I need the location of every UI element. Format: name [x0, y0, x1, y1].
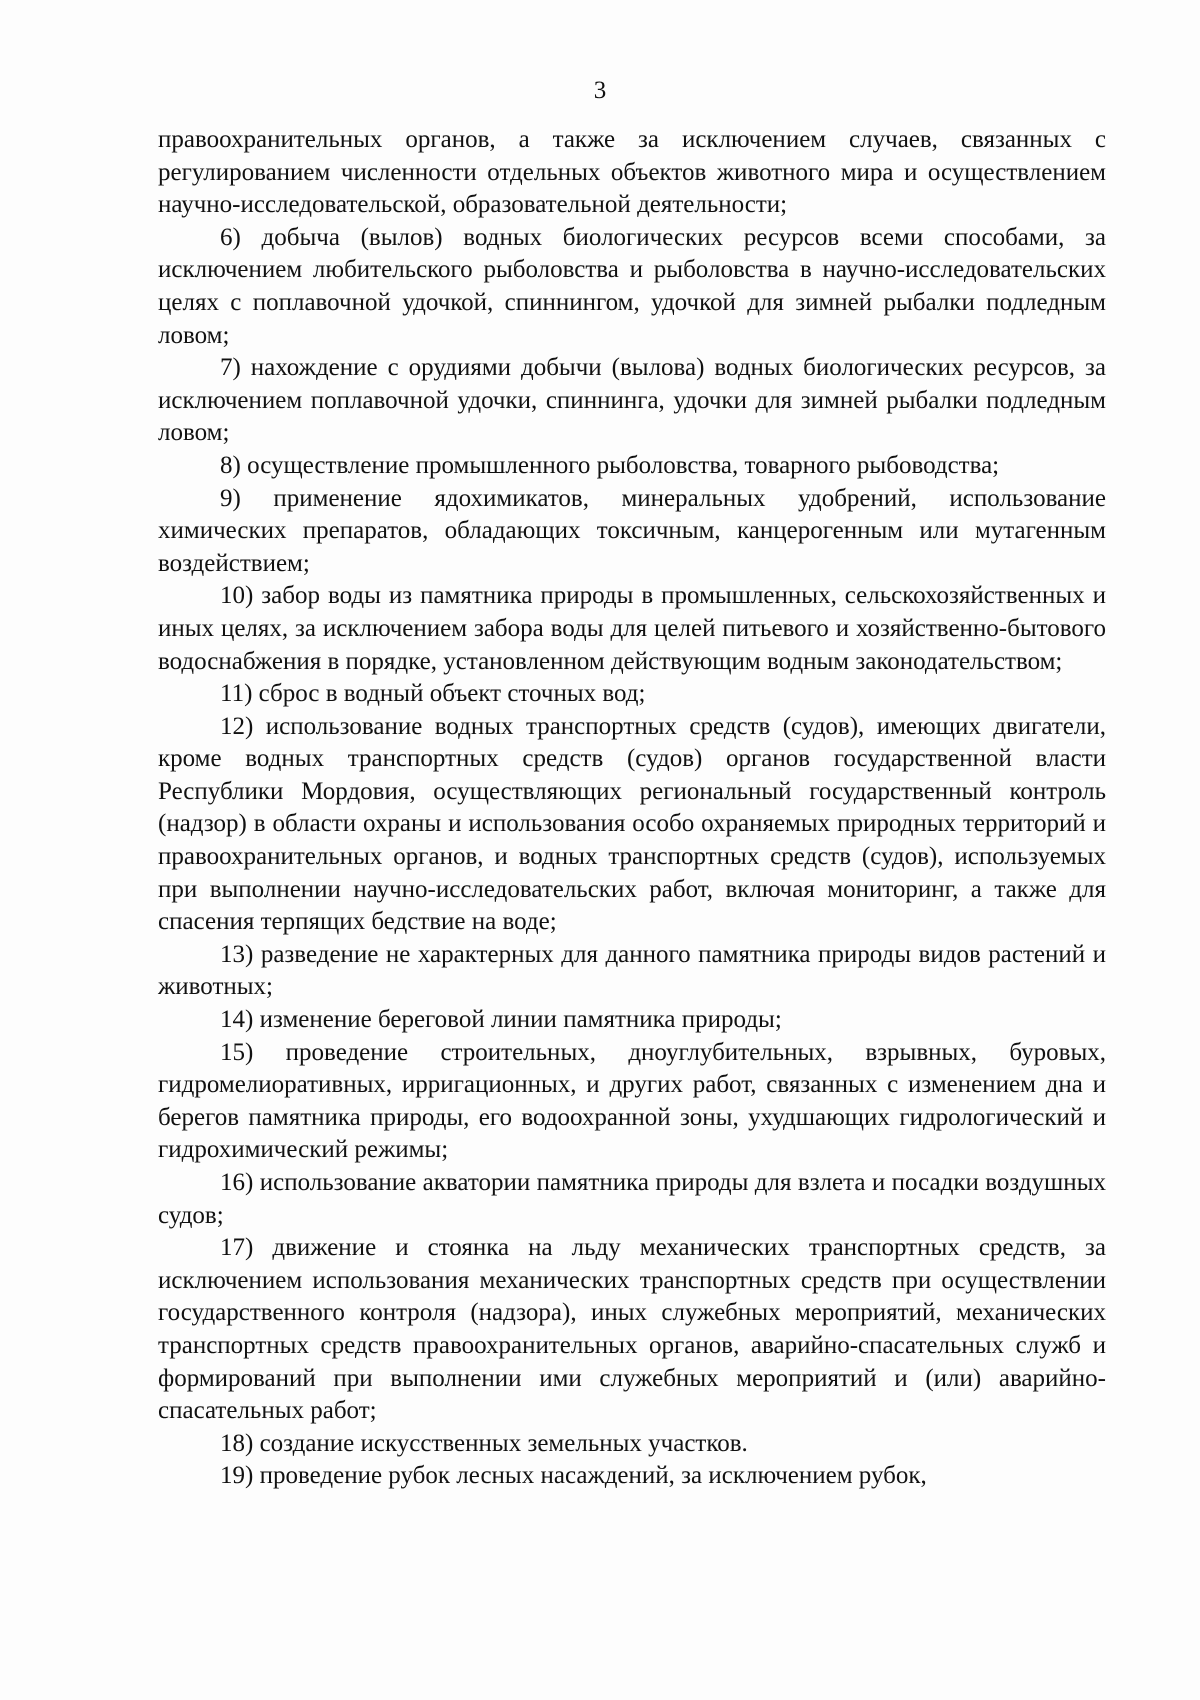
paragraph-item-17: 17) движение и стоянка на льду механических транспортных средств, за исключением использования механических транспортных средств при осуществлении государственного контроля (надзора), иных служебных мероприятий, механических транспортных средств правоохранительных органов, аварийно-спасательных служб и формирований при выполнении ими служебных мероприятий и (или) аварийно-спасательных работ; — [158, 1234, 1106, 1425]
paragraph-item-8: 8) осуществление промышленного рыболовства, товарного рыбоводства; — [220, 451, 1000, 479]
paragraph-item-15: 15) проведение строительных, дноуглубительных, взрывных, буровых, гидромелиоративных, ирригационных, и других работ, связанных с изменением дна и берегов памятника природы, его водоохранной зоны, ухудшающих гидрологический и гидрохимический режимы; — [158, 1038, 1106, 1164]
page-number: 3 — [593, 77, 607, 104]
paragraph-item-18: 18) создание искусственных земельных участков. — [220, 1429, 748, 1457]
paragraph-item-12: 12) использование водных транспортных средств (судов), имеющих двигатели, кроме водных транспортных средств (судов) органов государственной власти Республики Мордовия, осуществляющих региональный государственный контроль (надзор) в области охраны и использования особо охраняемых природных территорий и правоохранительных органов, и водных транспортных средств (судов), используемых при выполнении научно-исследовательских работ, включая мониторинг, а также для спасения терпящих бедствие на воде; — [158, 712, 1106, 936]
paragraph-continuation: правоохранительных органов, а также за исключением случаев, связанных с регулированием численности отдельных объектов животного мира и осуществлением научно-исследовательской, образовательной деятельности; — [158, 126, 1106, 219]
paragraph-item-14: 14) изменение береговой линии памятника природы; — [220, 1006, 782, 1034]
paragraph-item-6: 6) добыча (вылов) водных биологических ресурсов всеми способами, за исключением любительского рыболовства и рыболовства в научно-исследовательских целях с поплавочной удочкой, спиннингом, удочкой для зимней рыбалки подледным ловом; — [158, 223, 1106, 349]
paragraph-item-10: 10) забор воды из памятника природы в промышленных, сельскохозяйственных и иных целях, за исключением забора воды для целей питьевого и хозяйственно-бытового водоснабжения в порядке, установленном действующим водным законодательством; — [158, 582, 1106, 675]
paragraph-item-7: 7) нахождение с орудиями добычи (вылова) водных биологических ресурсов, за исключением поплавочной удочки, спиннинга, удочки для зимней рыбалки подледным ловом; — [158, 354, 1106, 447]
paragraph-item-11: 11) сброс в водный объект сточных вод; — [220, 680, 646, 708]
document-body — [158, 124, 1106, 1493]
paragraph-item-13: 13) разведение не характерных для данного памятника природы видов растений и животных; — [158, 940, 1106, 1001]
paragraph-item-19: 19) проведение рубок лесных насаждений, за исключением рубок, — [220, 1462, 927, 1490]
paragraph-item-9: 9) применение ядохимикатов, минеральных удобрений, использование химических препаратов, обладающих токсичным, канцерогенным или мутагенным воздействием; — [158, 484, 1106, 577]
paragraph-item-16: 16) использование акватории памятника природы для взлета и посадки воздушных судов; — [158, 1169, 1106, 1229]
